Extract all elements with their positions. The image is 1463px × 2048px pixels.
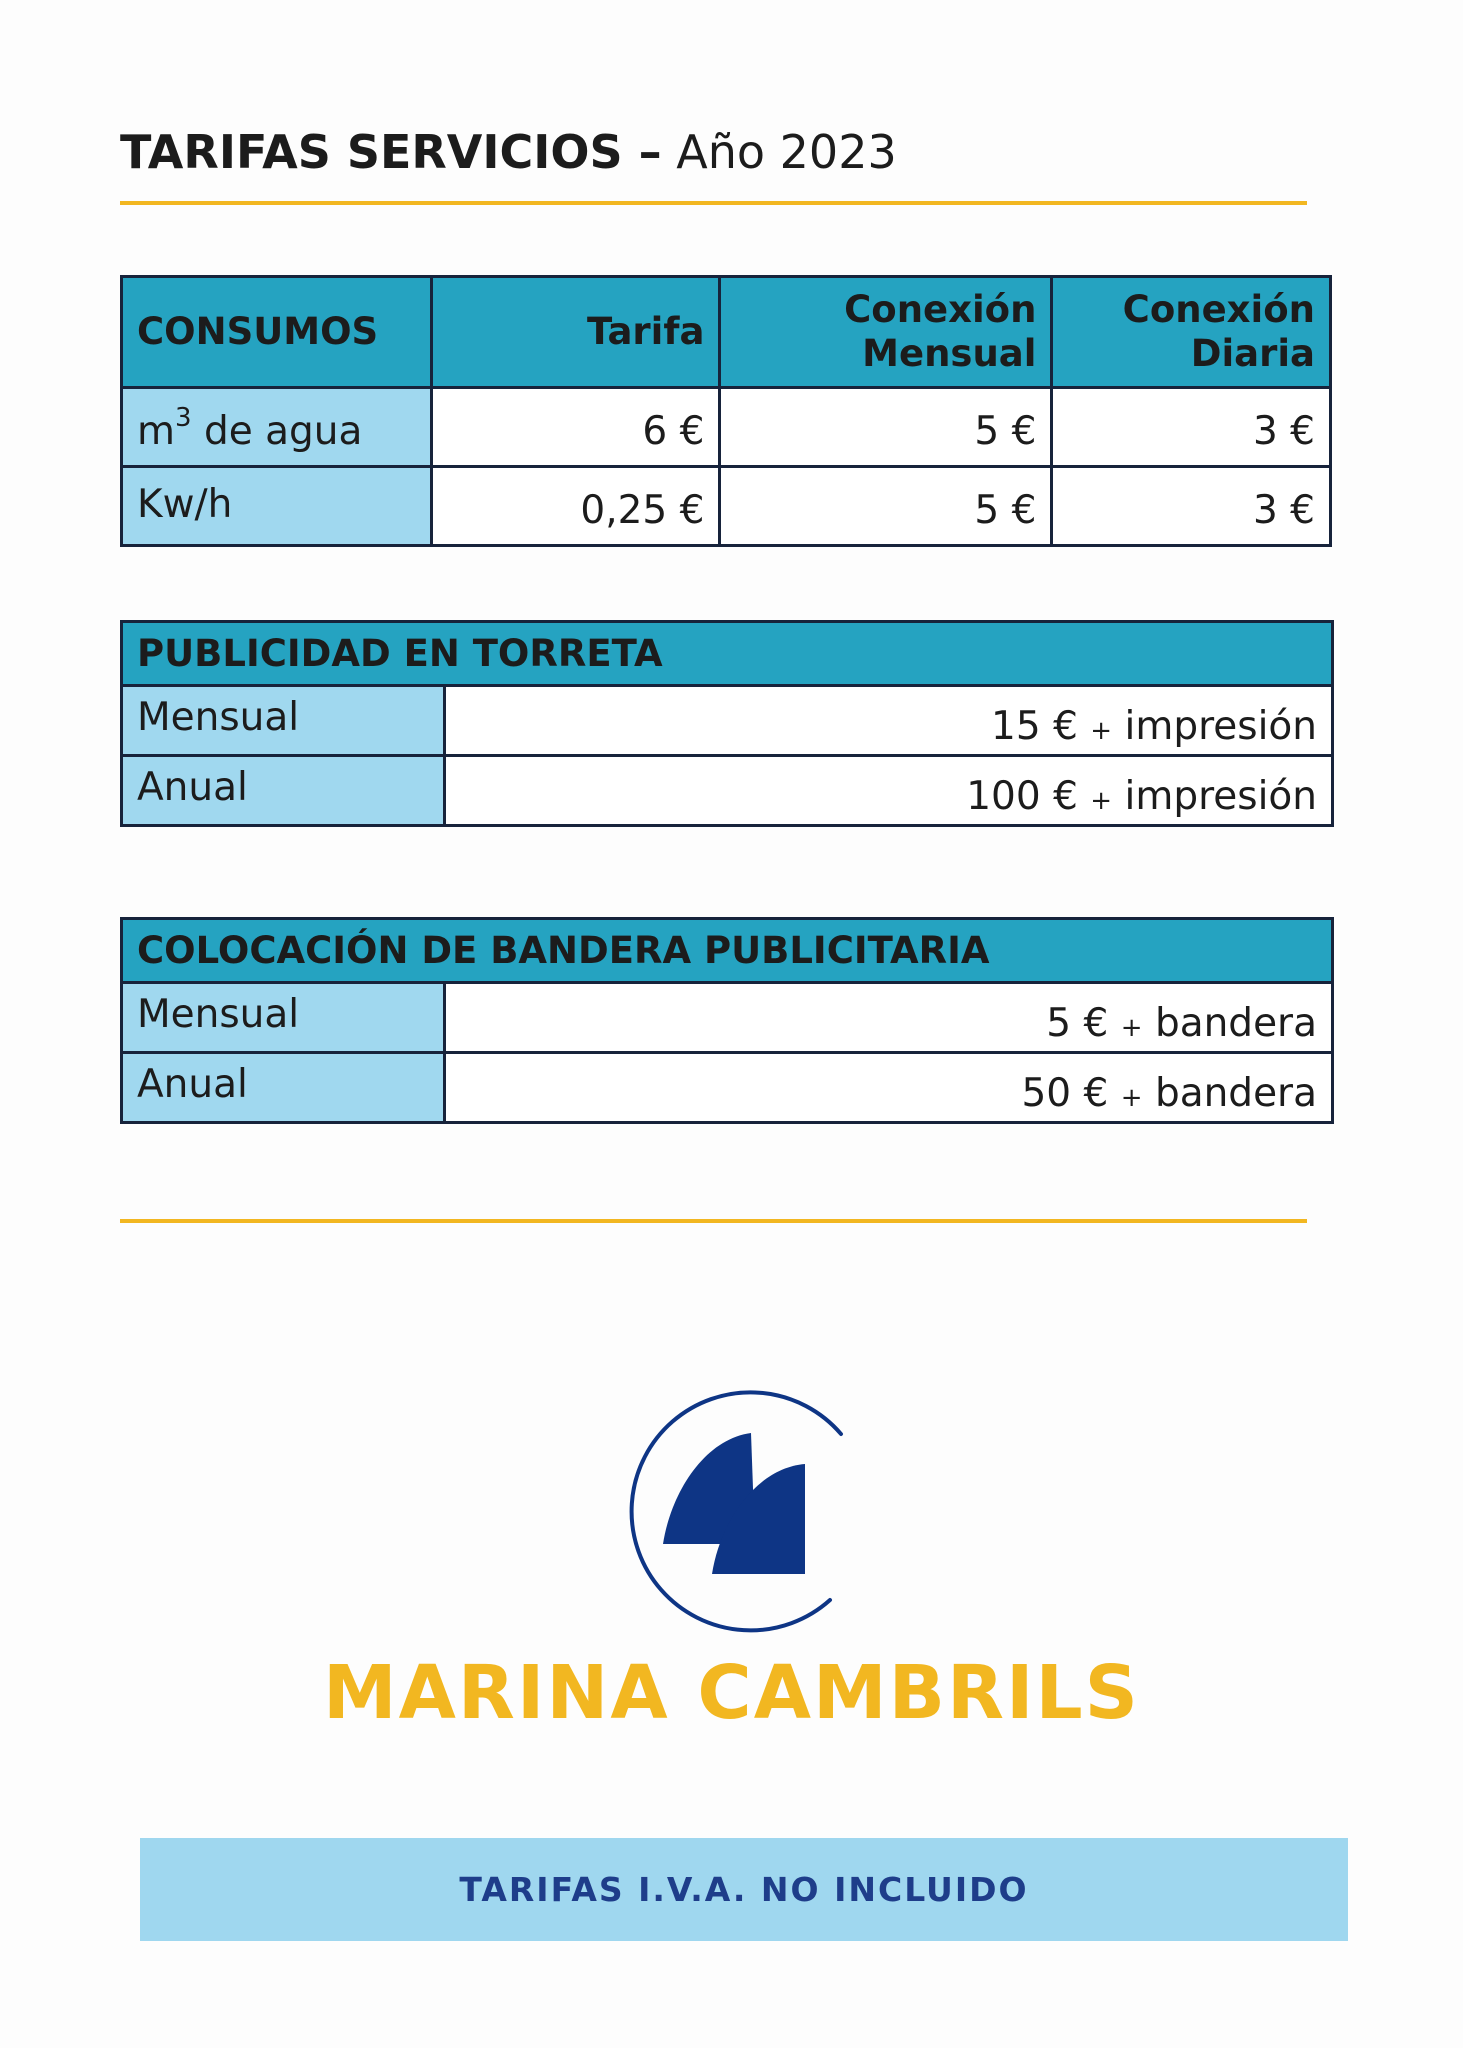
agua-label-sup: 3 [175, 403, 192, 433]
bandera-mensual-price [445, 983, 1333, 1053]
torreta-header: PUBLICIDAD EN TORRETA [122, 622, 1333, 686]
price-plus: + [1120, 1083, 1143, 1113]
kwh-tarifa: 0,25 € [431, 467, 720, 546]
page-title-main: TARIFAS SERVICIOS – [120, 125, 662, 179]
torreta-anual-price [445, 756, 1333, 826]
bandera-mensual-label: Mensual [122, 983, 445, 1053]
conexion-diaria-header-line2: Diaria [1190, 332, 1315, 375]
conexion-diaria-header [1052, 277, 1331, 388]
page-title [120, 122, 897, 182]
torreta-table [120, 620, 1334, 827]
conexion-mensual-header [720, 277, 1052, 388]
price-amount: 100 € [966, 774, 1078, 819]
agua-conexion-mensual: 5 € [720, 388, 1052, 467]
conexion-mensual-header-line2: Mensual [862, 332, 1037, 375]
consumos-header: CONSUMOS [122, 277, 432, 388]
row-label-kwh: Kw/h [122, 467, 432, 546]
agua-conexion-diaria: 3 € [1052, 388, 1331, 467]
table-row [122, 1053, 1333, 1123]
table-row [122, 686, 1333, 756]
bandera-table [120, 917, 1334, 1124]
agua-tarifa: 6 € [431, 388, 720, 467]
bandera-header: COLOCACIÓN DE BANDERA PUBLICITARIA [122, 919, 1333, 983]
table-row [122, 388, 1331, 467]
table-row [122, 467, 1331, 546]
price-plus: + [1120, 1013, 1143, 1043]
consumos-header-row [122, 277, 1331, 388]
price-extra: bandera [1154, 1001, 1317, 1046]
price-extra: bandera [1154, 1071, 1317, 1116]
price-extra: impresión [1124, 704, 1317, 749]
torreta-mensual-label: Mensual [122, 686, 445, 756]
top-divider [120, 201, 1307, 205]
table-row [122, 756, 1333, 826]
price-amount: 5 € [1046, 1001, 1109, 1046]
torreta-anual-label: Anual [122, 756, 445, 826]
bandera-anual-label: Anual [122, 1053, 445, 1123]
consumos-table [120, 275, 1332, 547]
price-amount: 15 € [991, 704, 1078, 749]
tarifa-header: Tarifa [431, 277, 720, 388]
bandera-anual-price [445, 1053, 1333, 1123]
row-label-agua [122, 388, 432, 467]
torreta-mensual-price [445, 686, 1333, 756]
kwh-conexion-diaria: 3 € [1052, 467, 1331, 546]
agua-label-unit: m [137, 409, 175, 454]
page-title-year: Año 2023 [676, 125, 897, 179]
sail-logo-icon [620, 1387, 848, 1639]
conexion-mensual-header-line1: Conexión [844, 288, 1037, 331]
vat-notice-banner: TARIFAS I.V.A. NO INCLUIDO [140, 1838, 1348, 1941]
price-plus: + [1090, 716, 1113, 746]
kwh-conexion-mensual: 5 € [720, 467, 1052, 546]
brand-name: MARINA CAMBRILS [323, 1650, 1140, 1736]
price-plus: + [1090, 786, 1113, 816]
table-row [122, 983, 1333, 1053]
price-amount: 50 € [1021, 1071, 1109, 1116]
price-extra: impresión [1124, 774, 1317, 819]
agua-label-rest: de agua [191, 409, 363, 454]
conexion-diaria-header-line1: Conexión [1122, 288, 1315, 331]
bottom-divider [120, 1219, 1307, 1223]
